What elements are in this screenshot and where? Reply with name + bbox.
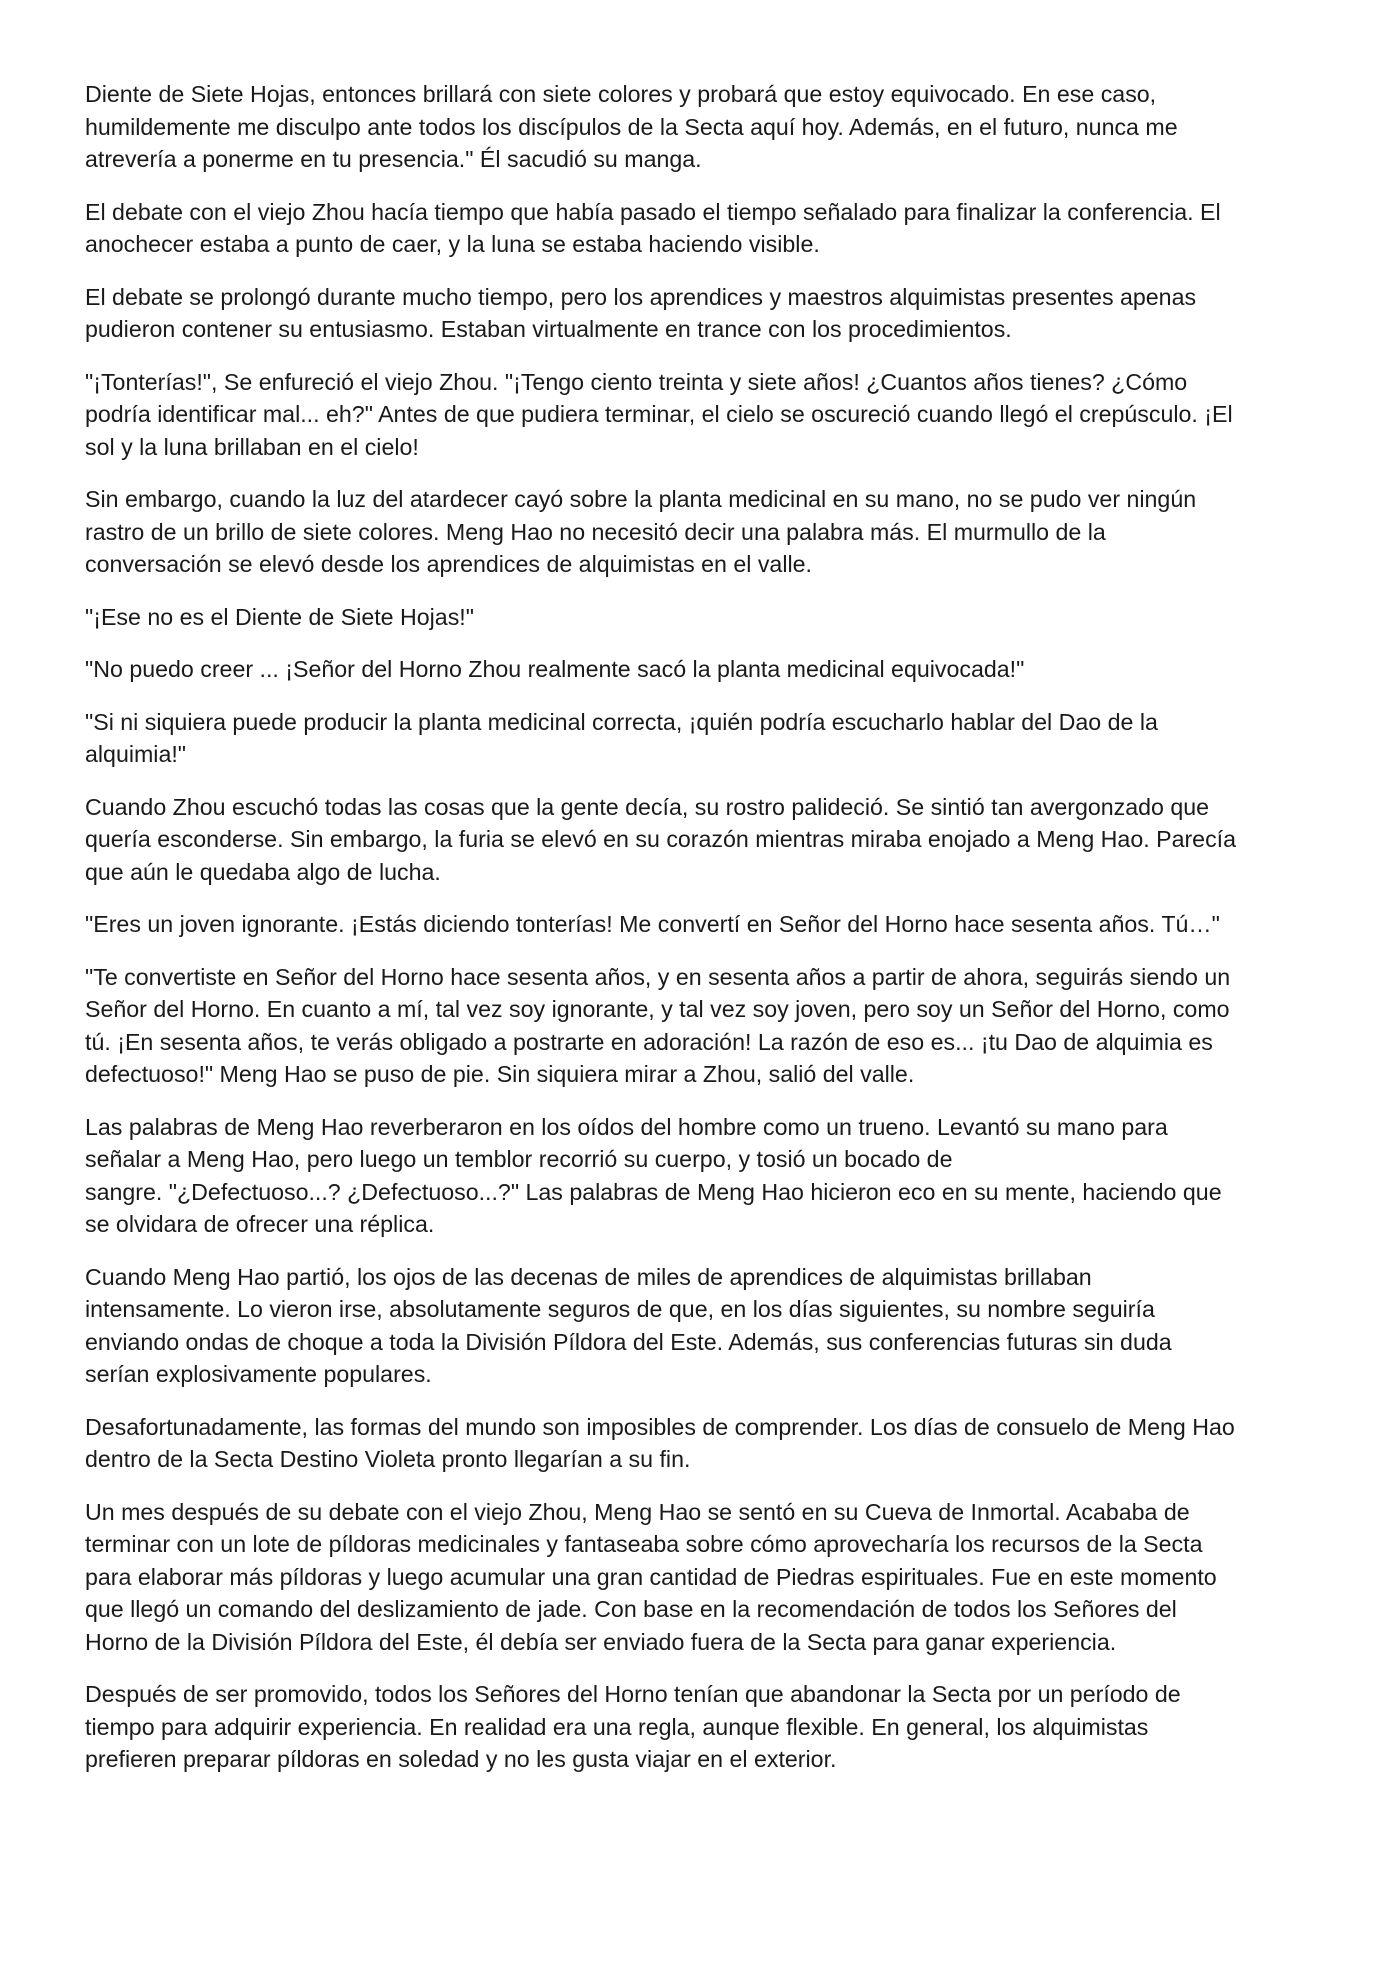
paragraph-4: "¡Tonterías!", Se enfureció el viejo Zhou. "¡Tengo ciento treinta y siete años! ¿Cuantos años tienes? ¿Cómo podría identificar mal... eh?" Antes de que pudiera terminar, el cielo se oscureció cuando llegó el crepúsculo. ¡El sol y la luna brillaban en el cielo! [85, 368, 1233, 460]
paragraph-8: "Si ni siquiera puede producir la planta medicinal correcta, ¡quién podría escucharlo hablar del Dao de la alquimia!" [85, 708, 1158, 767]
paragraph-16: Después de ser promovido, todos los Señores del Horno tenían que abandonar la Secta por un período de tiempo para adquirir experiencia. En realidad era una regla, aunque flexible. En general, los alquimistas prefieren preparar píldoras en soledad y no les gusta viajar en el exterior. [85, 1681, 1181, 1772]
paragraph-9: Cuando Zhou escuchó todas las cosas que la gente decía, su rostro palideció. Se sintió tan avergonzado que quería esconderse. Sin embargo, la furia se elevó en su corazón mientras miraba enojado a Meng Hao. Parecía que aún le quedaba algo de lucha. [85, 793, 1237, 885]
paragraph-14: Desafortunadamente, las formas del mundo son imposibles de comprender. Los días de consuelo de Meng Hao dentro de la Secta Destino Violeta pronto llegarían a su fin. [85, 1413, 1235, 1472]
paragraph-1: Diente de Siete Hojas, entonces brillará con siete colores y probará que estoy equivocado. En ese caso, humildemente me disculpo ante todos los discípulos de la Secta aquí hoy. Además, en el futuro, nunca me atrevería a ponerme en tu presencia." Él sacudió su manga. [85, 81, 1178, 172]
paragraph-10: "Eres un joven ignorante. ¡Estás diciendo tonterías! Me convertí en Señor del Horno hace sesenta años. Tú…" [85, 911, 1220, 937]
paragraph-12: Las palabras de Meng Hao reverberaron en los oídos del hombre como un trueno. Levantó su mano para señalar a Meng Hao, pero luego un temblor recorrió su cuerpo, y tosió un bocado de sangre. "¿Defectuoso...? ¿Defectuoso...?" Las palabras de Meng Hao hicieron eco en su mente, haciendo que se olvidara de ofrecer una réplica. [85, 1113, 1222, 1237]
paragraph-5: Sin embargo, cuando la luz del atardecer cayó sobre la planta medicinal en su mano, no se pudo ver ningún rastro de un brillo de siete colores. Meng Hao no necesitó decir una palabra más. El murmullo de la conversación se elevó desde los aprendices de alquimistas en el valle. [85, 486, 1197, 577]
paragraph-7: "No puedo creer ... ¡Señor del Horno Zhou realmente sacó la planta medicinal equivocada!" [85, 656, 1025, 682]
paragraph-13: Cuando Meng Hao partió, los ojos de las decenas de miles de aprendices de alquimistas brillaban intensamente. Lo vieron irse, absolutamente seguros de que, en los días siguientes, su nombre seguiría enviando ondas de choque a toda la División Píldora del Este. Además, sus conferencias futuras sin duda serían explosivamente populares. [85, 1263, 1172, 1387]
paragraph-15: Un mes después de su debate con el viejo Zhou, Meng Hao se sentó en su Cueva de Inmortal. Acababa de terminar con un lote de píldoras medicinales y fantaseaba sobre cómo aprovecharía los recursos de la Secta para elaborar más píldoras y luego acumular una gran cantidad de Piedras espirituales. Fue en este momento que llegó un comando del deslizamiento de jade. Con base en la recomendación de todos los Señores del Horno de la División Píldora del Este, él debía ser enviado fuera de la Secta para ganar experiencia. [85, 1498, 1217, 1655]
paragraph-2: El debate con el viejo Zhou hacía tiempo que había pasado el tiempo señalado para finalizar la conferencia. El anochecer estaba a punto de caer, y la luna se estaba haciendo visible. [85, 198, 1221, 257]
paragraph-11: "Te convertiste en Señor del Horno hace sesenta años, y en sesenta años a partir de ahora, seguirás siendo un Señor del Horno. En cuanto a mí, tal vez soy ignorante, y tal vez soy joven, pero soy un Señor del Horno, como tú. ¡En sesenta años, te verás obligado a postrarte en adoración! La razón de eso es... ¡tu Dao de alquimia es defectuoso!" Meng Hao se puso de pie. Sin siquiera mirar a Zhou, salió del valle. [85, 963, 1231, 1087]
paragraph-3: El debate se prolongó durante mucho tiempo, pero los aprendices y maestros alquimistas presentes apenas pudieron contener su entusiasmo. Estaban virtualmente en trance con los procedimientos. [85, 283, 1197, 342]
paragraph-6: "¡Ese no es el Diente de Siete Hojas!" [85, 603, 474, 630]
document-page [85, 78, 1330, 1796]
